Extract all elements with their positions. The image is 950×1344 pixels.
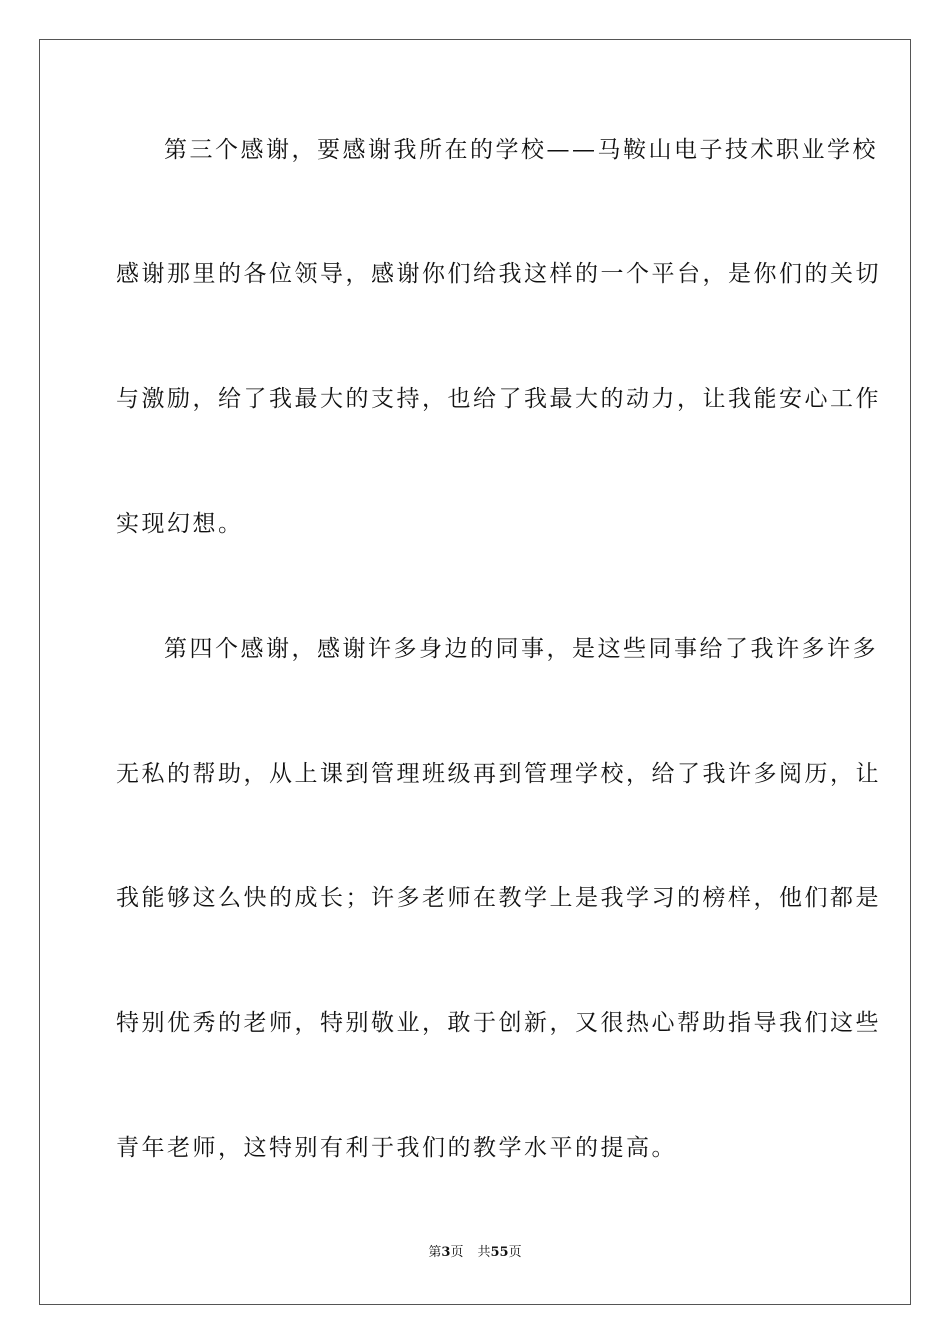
paragraph-1-line-2: 感谢那里的各位领导，感谢你们给我这样的一个平台，是你们的关切 [116, 261, 881, 287]
page-suffix: 页 [450, 1245, 464, 1260]
page-footer [0, 1244, 950, 1262]
paragraph-1-line-1: 第三个感谢，要感谢我所在的学校——马鞍山电子技术职业学校 [164, 137, 878, 163]
paragraph-2-line-3: 我能够这么快的成长；许多老师在教学上是我学习的榜样，他们都是 [116, 885, 881, 911]
paragraph-1-line-3: 与激励，给了我最大的支持，也给了我最大的动力，让我能安心工作 [116, 386, 881, 412]
paragraph-2-line-4: 特别优秀的老师，特别敬业，敢于创新，又很热心帮助指导我们这些 [116, 1010, 881, 1036]
total-suffix: 页 [508, 1245, 522, 1260]
paragraph-2-line-1: 第四个感谢，感谢许多身边的同事，是这些同事给了我许多许多 [164, 636, 878, 662]
paragraph-2-line-2: 无私的帮助，从上课到管理班级再到管理学校，给了我许多阅历，让 [116, 761, 881, 787]
page-border [39, 39, 911, 1305]
paragraph-1-line-4: 实现幻想。 [116, 511, 244, 537]
paragraph-2-line-5: 青年老师，这特别有利于我们的教学水平的提高。 [116, 1135, 677, 1161]
page-prefix: 第 [428, 1245, 442, 1260]
total-pages: 55 [490, 1245, 509, 1260]
page-number: 3 [441, 1245, 451, 1260]
total-prefix: 共 [477, 1245, 491, 1260]
